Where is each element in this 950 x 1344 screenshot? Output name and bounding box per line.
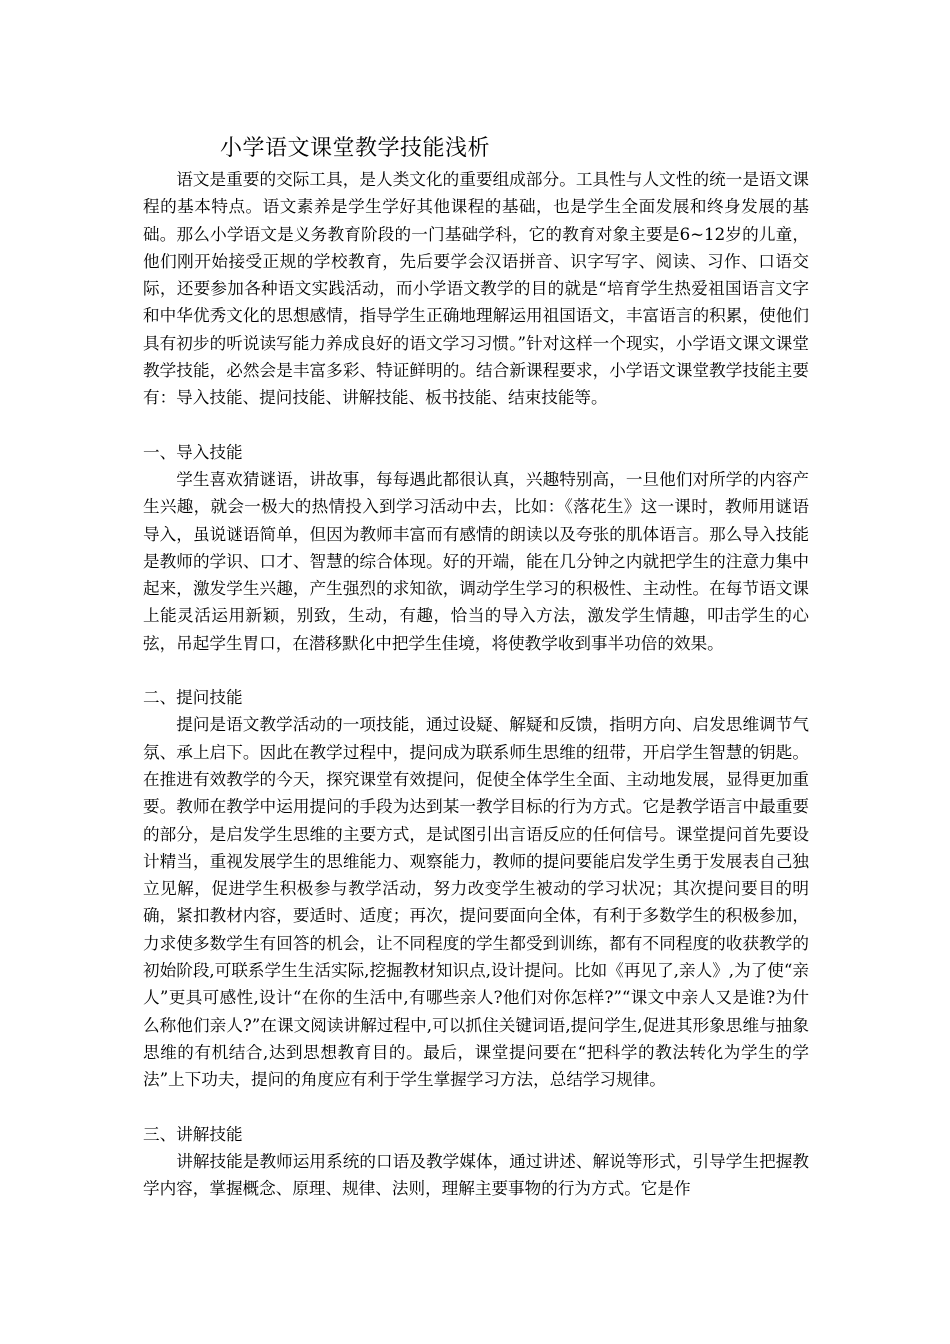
document-title: 小学语文课堂教学技能浅析 [220,136,491,161]
section-body-intro-skill: 学生喜欢猜谜语，讲故事，每每遇此都很认真，兴趣特别高，一旦他们对所学的内容产生兴趣，就会一极大的热情投入到学习活动中去，比如：《落花生》这一课时，教师用谜语导入，虽说谜语简单，但因为教师丰富而有感情的朗读以及夸张的肌体语言。那么导入技能是教师的学识、口才、智慧的综合体现。好的开端，能在几分钟之内就把学生的注意力集中起来，激发学生兴趣，产生强烈的求知欲，调动学生学习的积极性、主动性。在每节语文课上能灵活运用新颖，别致，生动，有趣，恰当的导入方法，激发学生情趣，叩击学生的心弦，吊起学生胃口，在潜移默化中把学生佳境，将使教学收到事半功倍的效果。 [143,469,809,653]
document-page [143,132,809,1202]
section-heading-explain-skill: 三、讲解技能 [143,1124,243,1144]
section-body-explain-skill: 讲解技能是教师运用系统的口语及教学媒体，通过讲述、解说等形式，引导学生把握教学内容，掌握概念、原理、规律、法则，理解主要事物的行为方式。它是作 [143,1151,809,1199]
intro-paragraph: 语文是重要的交际工具，是人类文化的重要组成部分。工具性与人文性的统一是语文课程的基本特点。语文素养是学生学好其他课程的基础，也是学生全面发展和终身发展的基础。那么小学语文是义务教育阶段的一门基础学科，它的教育对象主要是6~12岁的儿童，他们刚开始接受正规的学校教育，先后要学会汉语拼音、识字写字、阅读、习作、口语交际，还要参加各种语文实践活动，而小学语文教学的目的就是“培育学生热爱祖国语言文字和中华优秀文化的思想感情，指导学生正确地理解运用祖国语文，丰富语言的积累，使他们具有初步的听说读写能力养成良好的语文学习习惯。”针对这样一个现实，小学语文课文课堂教学技能，必然会是丰富多彩、特证鲜明的。结合新课程要求，小学语文课堂教学技能主要有：导入技能、提问技能、讲解技能、板书技能、结束技能等。 [143,170,809,408]
section-heading-intro-skill: 一、导入技能 [143,442,243,462]
section-heading-question-skill: 二、提问技能 [143,688,243,708]
section-body-question-skill: 提问是语文教学活动的一项技能，通过设疑、解疑和反馈，指明方向、启发思维调节气氛、承上启下。因此在教学过程中，提问成为联系师生思维的纽带，开启学生智慧的钥匙。在推进有效教学的今天，探究课堂有效提问，促使全体学生全面、主动地发展，显得更加重要。教师在教学中运用提问的手段为达到某一教学目标的行为方式。它是教学语言中最重要的部分，是启发学生思维的主要方式，是试图引出言语反应的任何信号。课堂提问首先要设计精当，重视发展学生的思维能力、观察能力，教师的提问要能启发学生勇于发展表自己独立见解，促进学生积极参与教学活动，努力改变学生被动的学习状况；其次提问要目的明确，紧扣教材内容，要适时、适度；再次，提问要面向全体，有利于多数学生的积极参加，力求使多数学生有回答的机会，让不同程度的学生都受到训练，都有不同程度的收获教学的初始阶段,可联系学生生活实际,挖掘教材知识点,设计提问。比如《再见了,亲人》,为了使“亲人”更具可感性,设计“在你的生活中,有哪些亲人?他们对你怎样?”“课文中亲人又是谁?为什么称他们亲人?”在课文阅读讲解过程中,可以抓住关键词语,提问学生,促进其形象思维与抽象思维的有机结合,达到思想教育目的。最后，课堂提问要在“把科学的教法转化为学生的学法”上下功夫，提问的角度应有利于学生掌握学习方法，总结学习规律。 [143,715,809,1090]
